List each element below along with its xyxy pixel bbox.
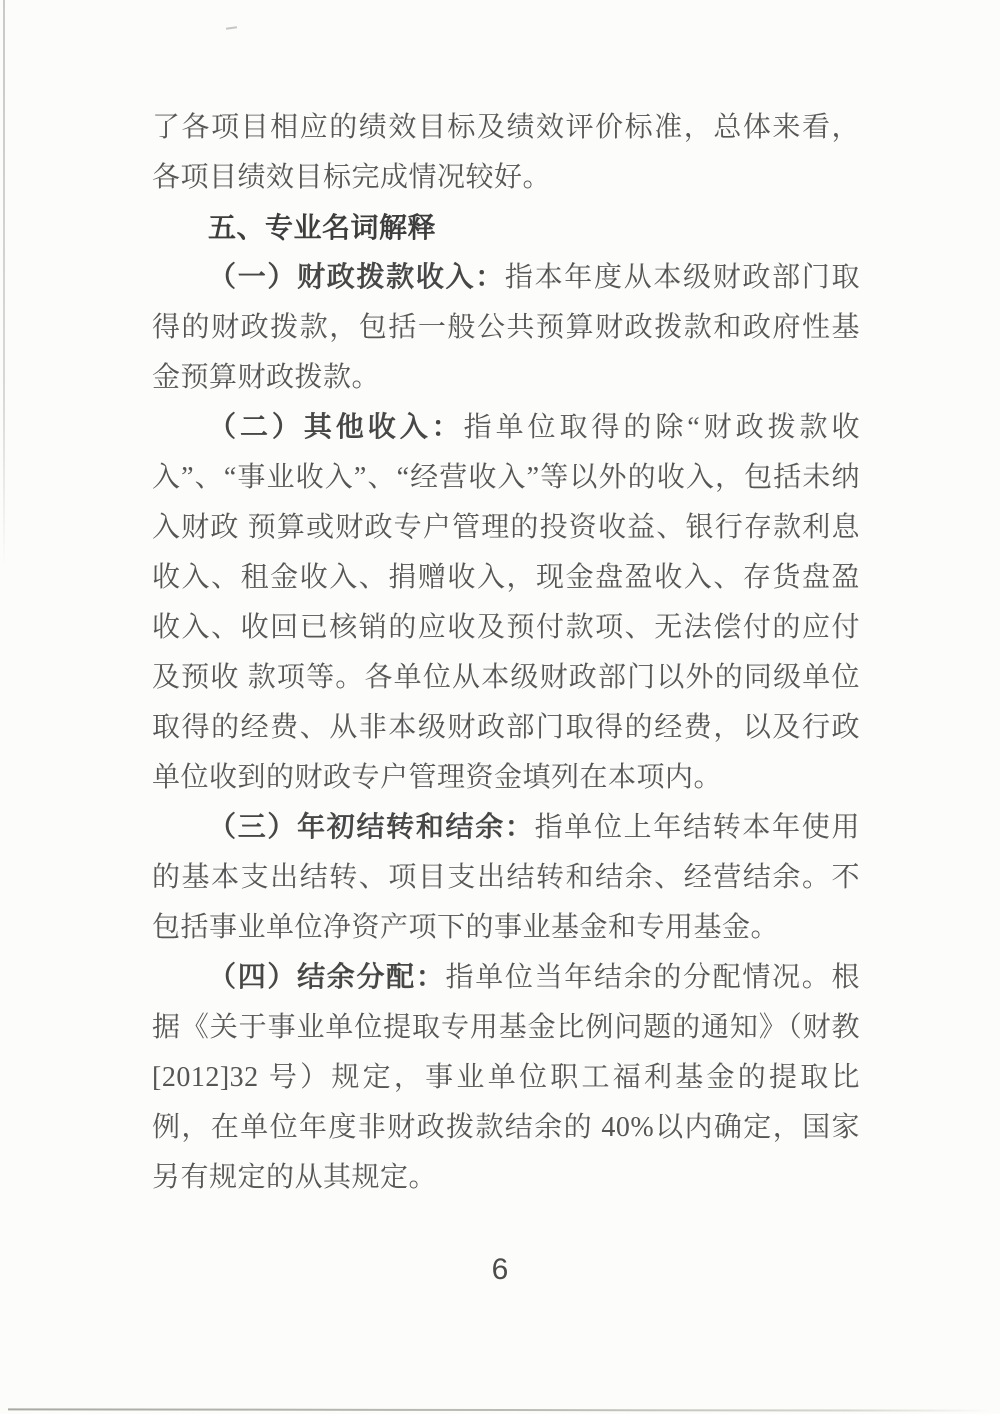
definition-term-2: （二）其他收入： bbox=[208, 412, 464, 443]
definition-paragraph-4 bbox=[152, 953, 860, 1203]
definition-term-3: （三）年初结转和结余： bbox=[208, 812, 535, 843]
definition-text-1: 指本年度从本级财政部门取得的财政拨款，包括一般公共预算财政拨款和政府性基金预算财政拨款。 bbox=[152, 262, 860, 393]
page-number: 6 bbox=[491, 1253, 509, 1286]
section-heading: 五、专业名词解释 bbox=[208, 212, 437, 243]
definition-text-2: 指单位取得的除“财政拨款收入”、“事业收入”、“经营收入”等以外的收入，包括未纳入财政 预算或财政专户管理的投资收益、银行存款利息收入、租金收入、捐赠收入，现金盘盈收入、存货盘盈收入、收回已核销的应收及预付款项、无法偿付的应付及预收 款项等。各单位从本级财政部门以外的同级单位取得的经费、从非本级财政部门取得的经费，以及行政单位收到的财政专户管理资金填列在本项内。 bbox=[152, 412, 860, 793]
definition-term-1: （一）财政拨款收入： bbox=[208, 262, 505, 293]
definition-term-4: （四）结余分配： bbox=[208, 962, 446, 993]
definition-text-4: 指单位当年结余的分配情况。根据《关于事业单位提取专用基金比例问题的通知》（财教[2012]32 号）规定，事业单位职工福利基金的提取比例，在单位年度非财政拨款结余的 40%以内确定，国家另有规定的从其规定。 bbox=[152, 962, 860, 1193]
definition-paragraph-2 bbox=[152, 403, 860, 803]
scan-artifact-top-dash bbox=[226, 26, 237, 30]
definition-text-3: 指单位上年结转本年使用的基本支出结转、项目支出结转和结余、经营结余。不包括事业单位净资产项下的事业基金和专用基金。 bbox=[152, 812, 860, 943]
scan-artifact-bottom-line bbox=[8, 1408, 992, 1411]
paragraph-intro: 了各项目相应的绩效目标及绩效评价标准，总体来看，各项目绩效目标完成情况较好。 bbox=[152, 112, 860, 193]
page-content bbox=[152, 103, 860, 1203]
definition-paragraph-3 bbox=[152, 803, 860, 953]
definition-paragraph-1 bbox=[152, 253, 860, 403]
scan-artifact-left-line bbox=[3, 0, 5, 568]
